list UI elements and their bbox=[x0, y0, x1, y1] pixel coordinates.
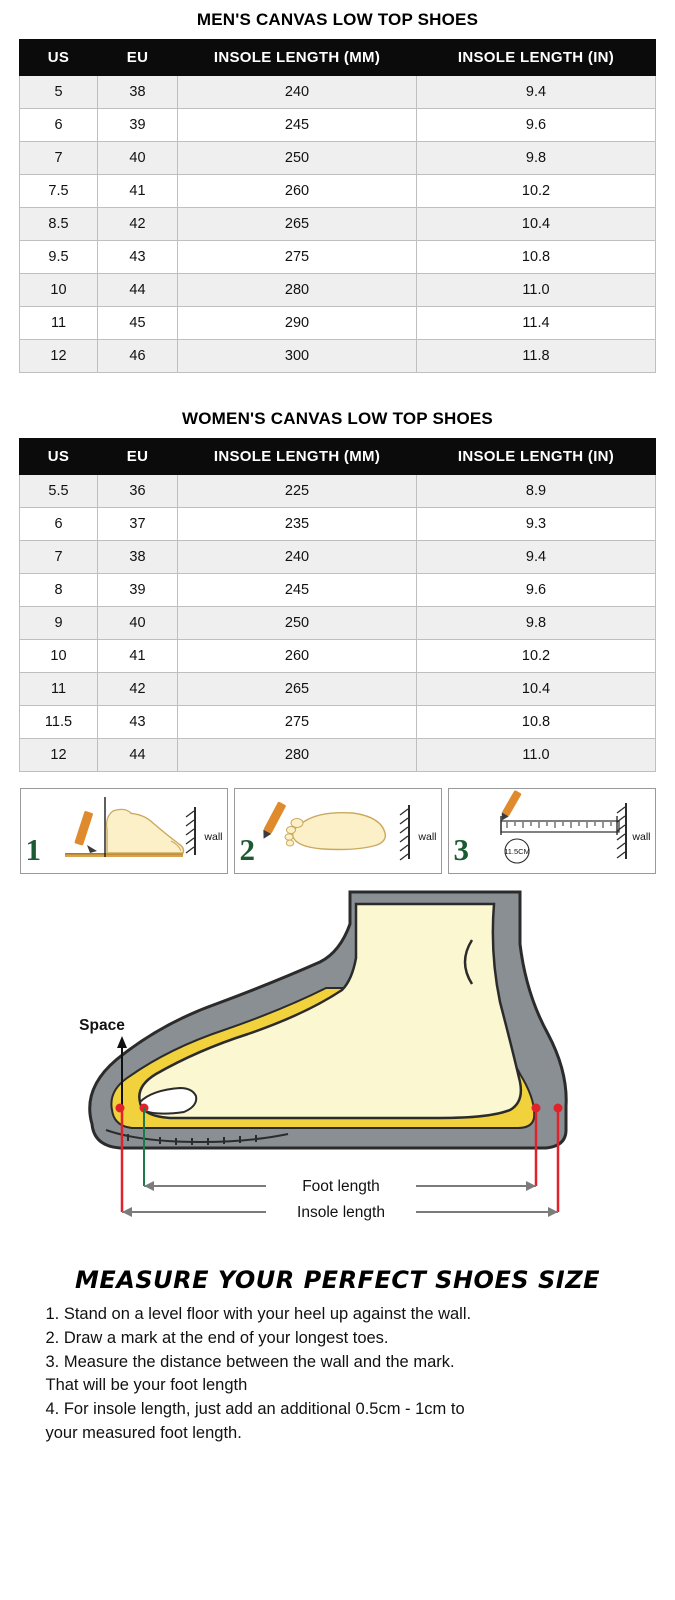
cell-mm: 240 bbox=[178, 76, 417, 109]
cell-eu: 40 bbox=[98, 607, 178, 640]
step-1-illustration bbox=[20, 788, 228, 874]
cell-mm: 250 bbox=[178, 607, 417, 640]
cell-in: 10.8 bbox=[417, 241, 656, 274]
cell-us: 8 bbox=[20, 574, 98, 607]
wall-label-2: wall bbox=[418, 831, 437, 843]
cell-mm: 280 bbox=[178, 739, 417, 772]
cell-eu: 42 bbox=[98, 208, 178, 241]
step-3-illustration bbox=[448, 788, 656, 874]
insole-length-label-text: Insole length bbox=[296, 1204, 385, 1221]
table-row bbox=[20, 475, 656, 508]
cell-us: 10 bbox=[20, 274, 98, 307]
cell-mm: 245 bbox=[178, 109, 417, 142]
instruction-line: 2. Draw a mark at the end of your longest toes. bbox=[45, 1328, 389, 1347]
cell-mm: 245 bbox=[178, 574, 417, 607]
column-header-eu: EU bbox=[98, 439, 178, 475]
step-number-2: 2 bbox=[239, 832, 255, 867]
cell-mm: 225 bbox=[178, 475, 417, 508]
cell-eu: 39 bbox=[98, 109, 178, 142]
instruction-line: 4. For insole length, just add an additional 0.5cm - 1cm to bbox=[45, 1400, 465, 1419]
column-header-insole-mm: INSOLE LENGTH (MM) bbox=[178, 40, 417, 76]
cell-mm: 240 bbox=[178, 541, 417, 574]
womens-size-table bbox=[19, 438, 656, 772]
table-row bbox=[20, 175, 656, 208]
cell-us: 11 bbox=[20, 307, 98, 340]
step-number-3: 3 bbox=[453, 832, 469, 867]
cell-in: 10.2 bbox=[417, 640, 656, 673]
table-row bbox=[20, 673, 656, 706]
column-header-insole-in: INSOLE LENGTH (IN) bbox=[417, 40, 656, 76]
space-label-text: Space bbox=[78, 1017, 125, 1034]
measure-instructions bbox=[28, 1304, 648, 1473]
cell-eu: 41 bbox=[98, 640, 178, 673]
cell-mm: 260 bbox=[178, 175, 417, 208]
foot-insole-diagram bbox=[20, 884, 656, 1264]
table-row bbox=[20, 142, 656, 175]
cell-mm: 300 bbox=[178, 340, 417, 373]
cell-us: 11.5 bbox=[20, 706, 98, 739]
cell-us: 12 bbox=[20, 340, 98, 373]
wall-label-3: wall bbox=[632, 831, 651, 843]
cell-us: 10 bbox=[20, 640, 98, 673]
column-header-eu: EU bbox=[98, 40, 178, 76]
cell-eu: 38 bbox=[98, 76, 178, 109]
table-row bbox=[20, 607, 656, 640]
step-2-drawing bbox=[235, 789, 439, 873]
table-row bbox=[20, 340, 656, 373]
cell-in: 9.4 bbox=[417, 76, 656, 109]
cell-in: 11.0 bbox=[417, 274, 656, 307]
cell-us: 9.5 bbox=[20, 241, 98, 274]
foot-insole-drawing bbox=[20, 884, 656, 1264]
cell-in: 10.8 bbox=[417, 706, 656, 739]
cell-us: 9 bbox=[20, 607, 98, 640]
cell-in: 9.6 bbox=[417, 109, 656, 142]
cell-us: 7 bbox=[20, 541, 98, 574]
cell-us: 8.5 bbox=[20, 208, 98, 241]
cell-eu: 43 bbox=[98, 241, 178, 274]
cell-us: 6 bbox=[20, 109, 98, 142]
cell-mm: 235 bbox=[178, 508, 417, 541]
table-row bbox=[20, 109, 656, 142]
table-header-row bbox=[20, 40, 656, 76]
cell-eu: 46 bbox=[98, 340, 178, 373]
spacer bbox=[0, 373, 675, 399]
cell-eu: 45 bbox=[98, 307, 178, 340]
instruction-line: That will be your foot length bbox=[45, 1376, 248, 1395]
measure-heading: MEASURE YOUR PERFECT SHOES SIZE bbox=[74, 1266, 601, 1294]
cell-mm: 275 bbox=[178, 706, 417, 739]
cell-mm: 275 bbox=[178, 241, 417, 274]
cell-in: 10.2 bbox=[417, 175, 656, 208]
foot-length-label-text: Foot length bbox=[301, 1178, 380, 1195]
spacer bbox=[0, 772, 675, 782]
column-header-insole-in: INSOLE LENGTH (IN) bbox=[417, 439, 656, 475]
instruction-line: 3. Measure the distance between the wall and the mark. bbox=[45, 1352, 455, 1371]
cell-in: 8.9 bbox=[417, 475, 656, 508]
step-1-drawing bbox=[21, 789, 225, 873]
mens-table-title: MEN'S CANVAS LOW TOP SHOES bbox=[196, 10, 479, 29]
cell-us: 7.5 bbox=[20, 175, 98, 208]
cell-us: 7 bbox=[20, 142, 98, 175]
column-header-us: US bbox=[20, 40, 98, 76]
step-2-illustration bbox=[234, 788, 442, 874]
table-row bbox=[20, 307, 656, 340]
svg-text:11.5CM: 11.5CM bbox=[503, 847, 530, 856]
cell-eu: 38 bbox=[98, 541, 178, 574]
measuring-steps bbox=[20, 788, 656, 874]
table-row bbox=[20, 208, 656, 241]
instruction-line: 1. Stand on a level floor with your heel up against the wall. bbox=[45, 1305, 472, 1323]
cell-us: 6 bbox=[20, 508, 98, 541]
table-row bbox=[20, 574, 656, 607]
cell-eu: 39 bbox=[98, 574, 178, 607]
cell-in: 10.4 bbox=[417, 673, 656, 706]
cell-eu: 36 bbox=[98, 475, 178, 508]
cell-in: 10.4 bbox=[417, 208, 656, 241]
cell-eu: 42 bbox=[98, 673, 178, 706]
cell-in: 9.3 bbox=[417, 508, 656, 541]
table-row bbox=[20, 706, 656, 739]
table-row bbox=[20, 508, 656, 541]
step-3-drawing bbox=[449, 789, 653, 873]
cell-in: 11.8 bbox=[417, 340, 656, 373]
cell-us: 12 bbox=[20, 739, 98, 772]
cell-eu: 44 bbox=[98, 739, 178, 772]
cell-mm: 265 bbox=[178, 673, 417, 706]
cell-mm: 280 bbox=[178, 274, 417, 307]
step-number-1: 1 bbox=[25, 832, 41, 867]
cell-in: 9.4 bbox=[417, 541, 656, 574]
wall-label-1: wall bbox=[204, 831, 223, 843]
cell-eu: 37 bbox=[98, 508, 178, 541]
cell-eu: 40 bbox=[98, 142, 178, 175]
cell-mm: 290 bbox=[178, 307, 417, 340]
cell-in: 11.0 bbox=[417, 739, 656, 772]
cell-us: 11 bbox=[20, 673, 98, 706]
column-header-us: US bbox=[20, 439, 98, 475]
table-row bbox=[20, 241, 656, 274]
cell-us: 5.5 bbox=[20, 475, 98, 508]
cell-in: 9.6 bbox=[417, 574, 656, 607]
cell-eu: 44 bbox=[98, 274, 178, 307]
cell-in: 9.8 bbox=[417, 142, 656, 175]
table-row bbox=[20, 640, 656, 673]
cell-eu: 43 bbox=[98, 706, 178, 739]
cell-us: 5 bbox=[20, 76, 98, 109]
cell-in: 11.4 bbox=[417, 307, 656, 340]
cell-mm: 265 bbox=[178, 208, 417, 241]
column-header-insole-mm: INSOLE LENGTH (MM) bbox=[178, 439, 417, 475]
cell-in: 9.8 bbox=[417, 607, 656, 640]
cell-eu: 41 bbox=[98, 175, 178, 208]
mens-size-table bbox=[19, 39, 656, 373]
instruction-line: your measured foot length. bbox=[45, 1423, 242, 1442]
table-row bbox=[20, 541, 656, 574]
table-row bbox=[20, 739, 656, 772]
womens-table-title: WOMEN'S CANVAS LOW TOP SHOES bbox=[182, 409, 493, 428]
cell-mm: 260 bbox=[178, 640, 417, 673]
cell-mm: 250 bbox=[178, 142, 417, 175]
table-header-row bbox=[20, 439, 656, 475]
table-row bbox=[20, 76, 656, 109]
table-row bbox=[20, 274, 656, 307]
